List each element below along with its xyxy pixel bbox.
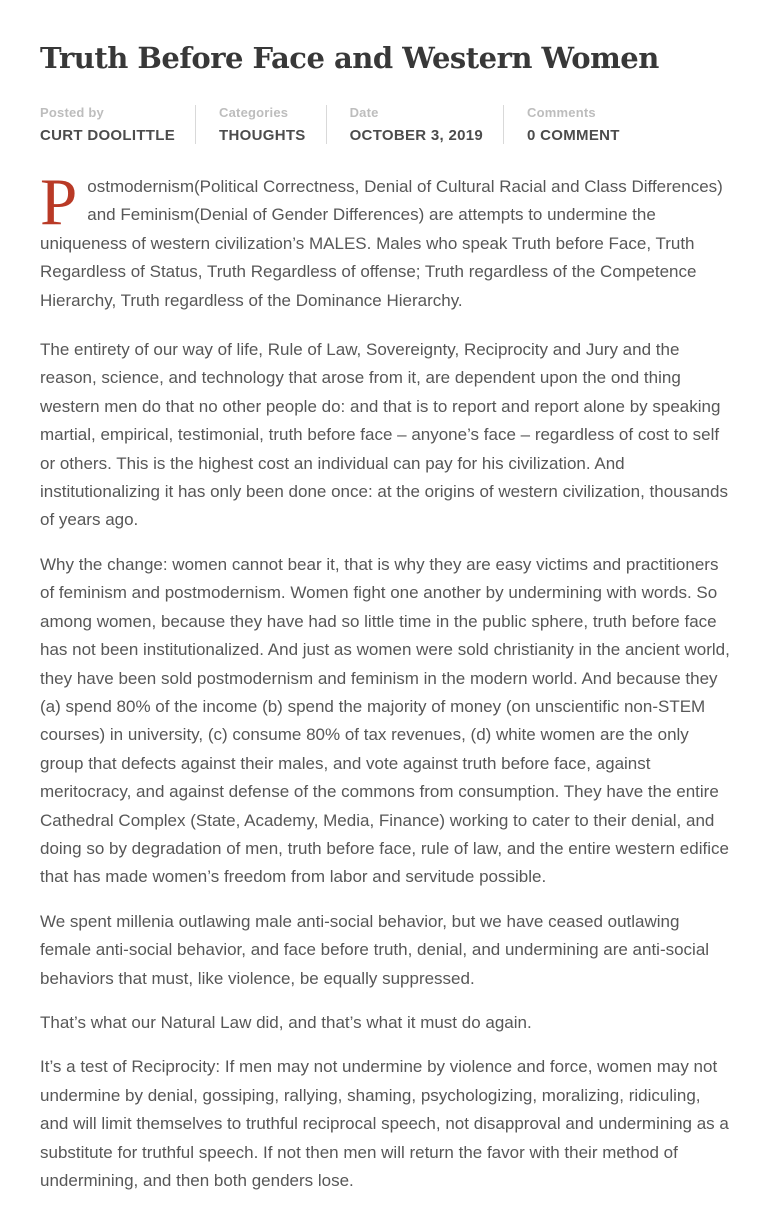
paragraph-3: Why the change: women cannot bear it, that is why they are easy victims and practitioners of feminism and postmodernism. Women fight one another by undermining with words. So among women, because they have had so little time in the public sphere, truth before face has not been institutionalized. And just as women were sold christianity in the ancient world, they have been sold postmodernism and feminism in the modern world. And because they (a) spend 80% of the income (b) spend the majority of money (on unscientific non-STEM courses) in university, (c) consume 80% of tax revenues, (d) white women are the only group that defects against their males, and vote against truth before face, against meritocracy, and against defense of the commons from consumption. They have the entire Cathedral Complex (State, Academy, Media, Finance) working to cater to their denial, and doing so by degradation of men, truth before face, rule of law, and the entire western edifice that has made women’s freedom from labor and servitude possible. [40,554,730,887]
author-link[interactable]: CURT DOOLITTLE [40,127,176,144]
paragraph-1-text: ostmodernism(Political Correctness, Denial of Cultural Racial and Class Differences) and Feminism(Denial of Gender Differences) are attempts to undermine the uniqueness of western civilization’s MALES. Males who speak Truth before Face, Truth Regardless of Status, Truth Regardless of offense; Truth regardless of the Competence Hierarchy, Truth regardless of the Dominance Hierarchy. [40,177,723,310]
date-label: Date [349,105,379,120]
meta-date [350,105,504,144]
article-body [40,165,732,1195]
post-date: OCTOBER 3, 2019 [349,127,484,144]
comments-count-link[interactable]: 0 COMMENT [527,127,620,144]
categories-label: Categories [219,105,289,120]
meta-posted-by [40,105,196,144]
page-title: Truth Before Face and Western Women [40,41,659,75]
category-link[interactable]: THOUGHTS [219,127,306,144]
posted-by-label: Posted by [40,105,104,120]
paragraph-1 [40,165,732,315]
meta-categories [219,105,327,144]
paragraph-6: It’s a test of Reciprocity: If men may not undermine by violence and force, women may not undermine by denial, gossiping, rallying, shaming, psychologizing, moralizing, ridiculing, and will limit themselves to truthful reciprocal speech, not disapproval and undermining as a substitute for truthful speech. If not then men will return the favor with their method of undermining, and then both genders lose. [40,1057,729,1190]
post-meta-bar [40,105,732,144]
meta-comments [527,105,620,144]
paragraph-2: The entirety of our way of life, Rule of Law, Sovereignty, Reciprocity and Jury and the reason, science, and technology that arose from it, are dependent upon the ond thing western men do that no other people do: and that is to report and report alone by speaking martial, empirical, testimonial, truth before face – anyone’s face – regardless of cost to self or others. This is the highest cost an individual can pay for his civilization. And institutionalizing it has only been done once: at the origins of western civilization, thousands of years ago. [40,340,728,530]
paragraph-4: We spent millenia outlawing male anti-social behavior, but we have ceased outlawing female anti-social behavior, and face before truth, denial, and undermining are anti-social behaviors that must, like violence, be equally suppressed. [40,911,710,988]
drop-cap: P [40,165,78,239]
paragraph-5: That’s what our Natural Law did, and that’s what it must do again. [40,1012,532,1032]
comments-label: Comments [527,105,596,120]
